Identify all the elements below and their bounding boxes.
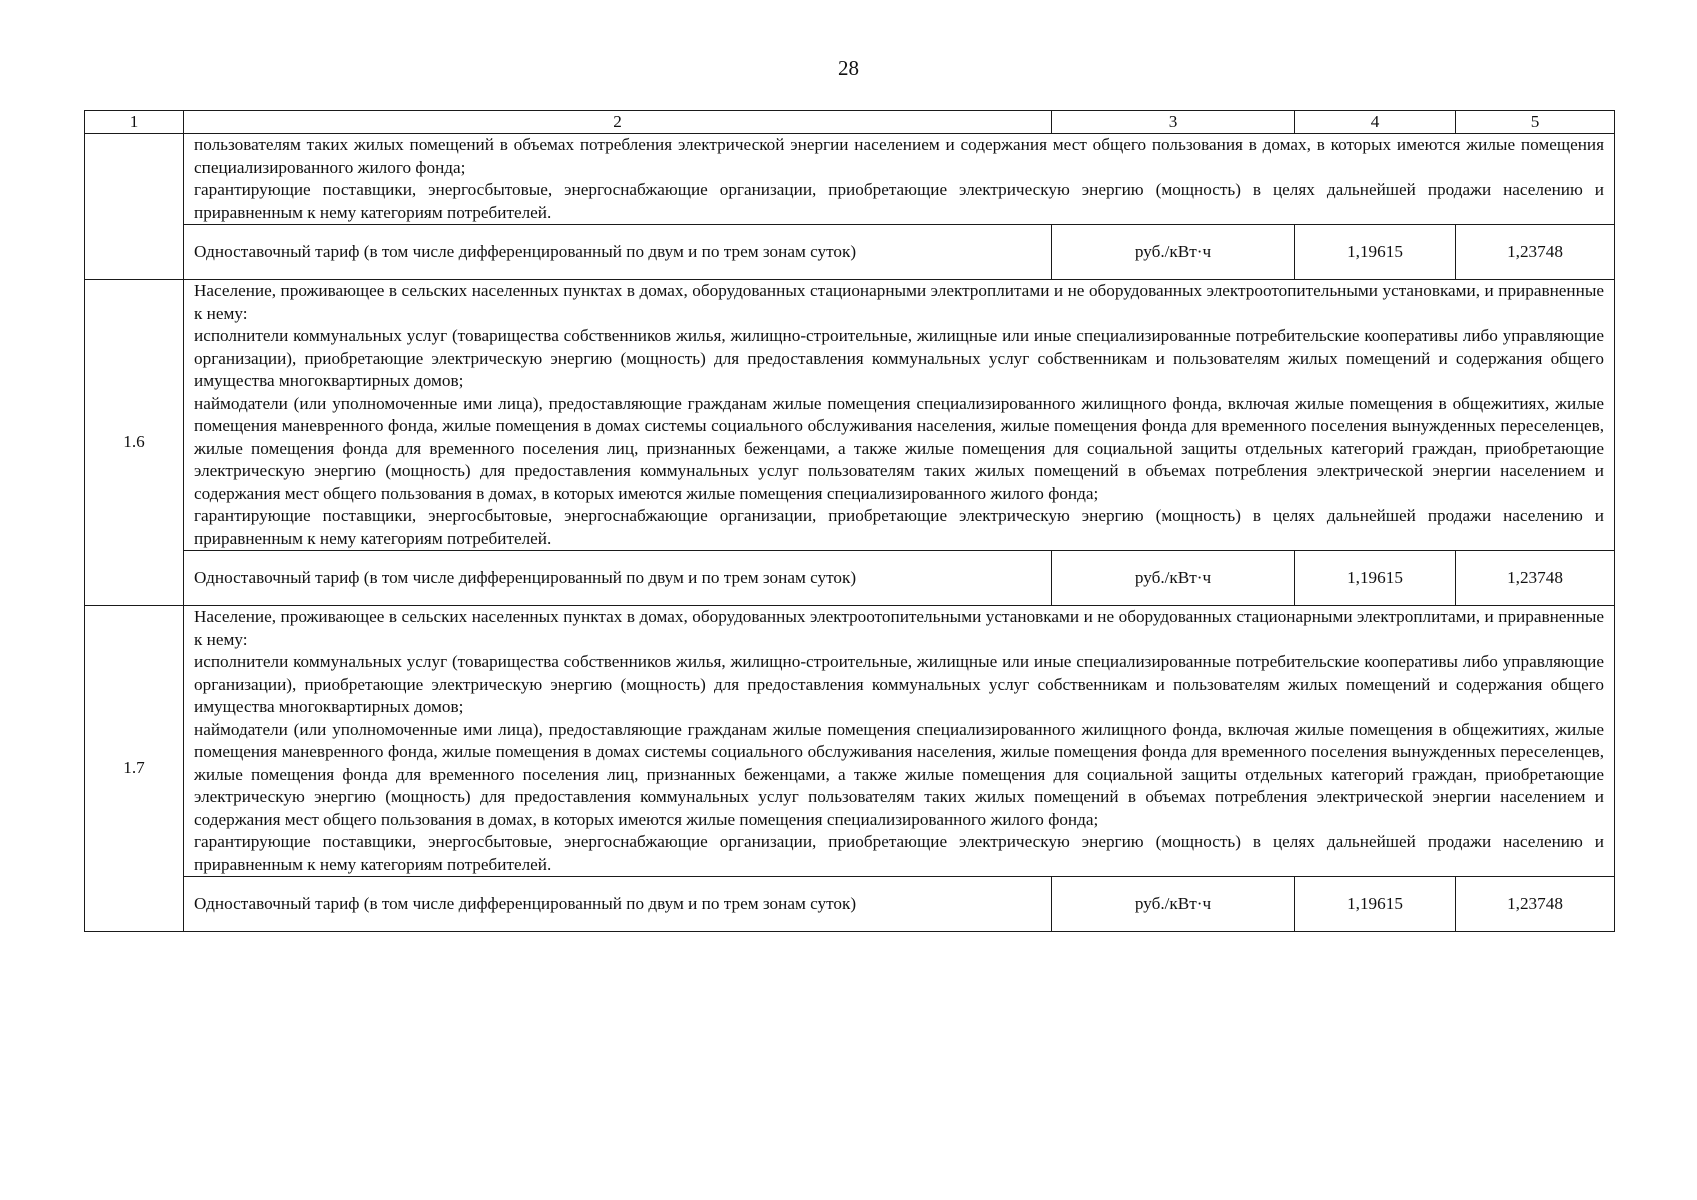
description-paragraph: гарантирующие поставщики, энергосбытовые, энергоснабжающие организации, приобретающие электрическую энергию (мощность) в целях дальнейшей продажи населению и приравненным к нему категориям потребителей. xyxy=(194,506,1604,548)
tariff-unit: руб./кВт·ч xyxy=(1052,551,1295,606)
tariff-name: Одноставочный тариф (в том числе дифференцированный по двум и по трем зонам суток) xyxy=(184,877,1052,932)
column-header: 2 xyxy=(184,111,1052,134)
tariff-table xyxy=(84,110,1615,932)
page-number: 28 xyxy=(838,56,859,80)
tariff-row xyxy=(85,551,1615,606)
description-paragraph: пользователям таких жилых помещений в объемах потребления электрической энергии населением и содержания мест общего пользования в домах, в которых имеются жилые помещения специализированного жилого фонда; xyxy=(194,135,1604,177)
table-row xyxy=(85,134,1615,225)
description-paragraph: гарантирующие поставщики, энергосбытовые, энергоснабжающие организации, приобретающие электрическую энергию (мощность) в целях дальнейшей продажи населению и приравненным к нему категориям потребителей. xyxy=(194,832,1604,874)
tariff-value-1: 1,19615 xyxy=(1295,877,1456,932)
column-header: 3 xyxy=(1052,111,1295,134)
row-number-cell xyxy=(85,134,184,280)
column-header: 4 xyxy=(1295,111,1456,134)
description-paragraph: наймодатели (или уполномоченные ими лица), предоставляющие гражданам жилые помещения специализированного жилищного фонда, включая жилые помещения в общежитиях, жилые помещения маневренного фонда, жилые помещения в домах системы социального обслуживания населения, жилые помещения фонда для временного поселения вынужденных переселенцев, жилые помещения фонда для временного поселения лиц, признанных беженцами, а также жилые помещения для социальной защиты отдельных категорий граждан, приобретающие электрическую энергию (мощность) для предоставления коммунальных услуг пользователям таких жилых помещений в объемах потребления электрической энергии населением и содержания мест общего пользования в домах, в которых имеются жилые помещения специализированного жилого фонда; xyxy=(194,393,1604,503)
tariff-row xyxy=(85,225,1615,280)
row-number: 1.7 xyxy=(85,606,184,932)
table-header-row xyxy=(85,111,1615,134)
description-paragraph: исполнители коммунальных услуг (товарищества собственников жилья, жилищно-строительные, жилищные или иные специализированные потребительские кооперативы либо управляющие организации), приобретающие электрическую энергию (мощность) для предоставления коммунальных услуг собственникам и пользователям жилых помещений и содержания общего имущества многоквартирных домов; xyxy=(194,326,1604,390)
tariff-value-1: 1,19615 xyxy=(1295,551,1456,606)
column-header: 5 xyxy=(1456,111,1615,134)
table-row xyxy=(85,606,1615,877)
description-paragraph: гарантирующие поставщики, энергосбытовые, энергоснабжающие организации, приобретающие электрическую энергию (мощность) в целях дальнейшей продажи населению и приравненным к нему категориям потребителей. xyxy=(194,180,1604,222)
consumer-description xyxy=(184,606,1615,877)
tariff-value-2: 1,23748 xyxy=(1456,551,1615,606)
table-row xyxy=(85,280,1615,551)
consumer-description xyxy=(184,280,1615,551)
tariff-name: Одноставочный тариф (в том числе дифференцированный по двум и по трем зонам суток) xyxy=(184,551,1052,606)
tariff-value-2: 1,23748 xyxy=(1456,877,1615,932)
description-paragraph: Население, проживающее в сельских населенных пунктах в домах, оборудованных электроотопительными установками и не оборудованных стационарными электроплитами, и приравненные к нему: xyxy=(194,607,1604,649)
tariff-row xyxy=(85,877,1615,932)
description-paragraph: наймодатели (или уполномоченные ими лица), предоставляющие гражданам жилые помещения специализированного жилищного фонда, включая жилые помещения в общежитиях, жилые помещения маневренного фонда, жилые помещения в домах системы социального обслуживания населения, жилые помещения фонда для временного поселения вынужденных переселенцев, жилые помещения фонда для временного поселения лиц, признанных беженцами, а также жилые помещения для социальной защиты отдельных категорий граждан, приобретающие электрическую энергию (мощность) для предоставления коммунальных услуг пользователям таких жилых помещений в объемах потребления электрической энергии населением и содержания мест общего пользования в домах, в которых имеются жилые помещения специализированного жилого фонда; xyxy=(194,719,1604,829)
tariff-unit: руб./кВт·ч xyxy=(1052,877,1295,932)
consumer-description xyxy=(184,134,1615,225)
column-header: 1 xyxy=(85,111,184,134)
tariff-value-1: 1,19615 xyxy=(1295,225,1456,280)
tariff-value-2: 1,23748 xyxy=(1456,225,1615,280)
tariff-name: Одноставочный тариф (в том числе дифференцированный по двум и по трем зонам суток) xyxy=(184,225,1052,280)
description-paragraph: Население, проживающее в сельских населенных пунктах в домах, оборудованных стационарными электроплитами и не оборудованных электроотопительными установками, и приравненные к нему: xyxy=(194,281,1604,323)
description-paragraph: исполнители коммунальных услуг (товарищества собственников жилья, жилищно-строительные, жилищные или иные специализированные потребительские кооперативы либо управляющие организации), приобретающие электрическую энергию (мощность) для предоставления коммунальных услуг собственникам и пользователям жилых помещений и содержания общего имущества многоквартирных домов; xyxy=(194,652,1604,716)
row-number: 1.6 xyxy=(85,280,184,606)
tariff-unit: руб./кВт·ч xyxy=(1052,225,1295,280)
